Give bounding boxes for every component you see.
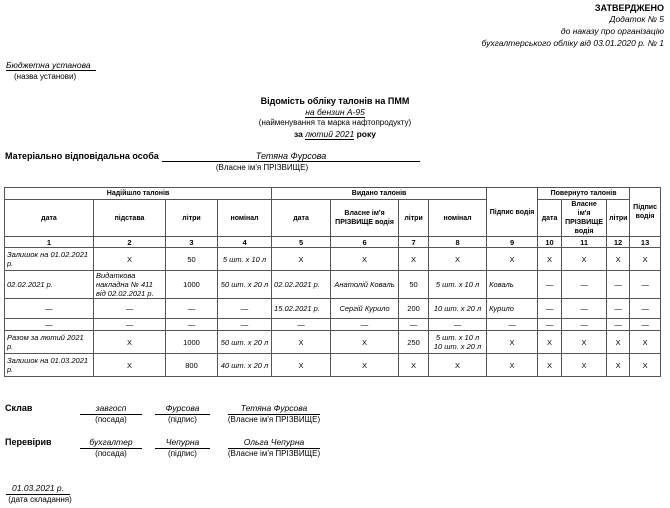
column-number: 8	[429, 237, 487, 248]
table-cell: —	[94, 299, 166, 319]
table-cell: 50 шт. х 20 л	[218, 331, 272, 354]
header-issued-liters: літри	[399, 200, 429, 237]
table-cell: —	[5, 319, 94, 331]
checked-position: бухгалтер	[80, 437, 142, 449]
table-row	[5, 271, 661, 299]
document-title: Відомість обліку талонів на ПММ	[260, 96, 410, 106]
compile-date-caption: (дата складання)	[8, 495, 72, 504]
table-cell: —	[166, 299, 218, 319]
header-returned-date: дата	[538, 200, 562, 237]
table-cell: —	[218, 299, 272, 319]
table-cell: Х	[607, 248, 630, 271]
table-cell: —	[607, 299, 630, 319]
checked-name: Ольга Чепурна	[228, 437, 320, 449]
table-cell: —	[166, 319, 218, 331]
checked-signature-caption: (підпис)	[168, 449, 197, 458]
checked-position-caption: (посада)	[95, 449, 127, 458]
header-returned-signature: Підпис водія	[630, 188, 661, 237]
column-number: 3	[166, 237, 218, 248]
compiled-signature-caption: (підпис)	[168, 415, 197, 424]
compiled-position: завгосп	[80, 403, 142, 415]
column-number: 9	[487, 237, 538, 248]
table-cell: 1000	[166, 331, 218, 354]
table-cell: Х	[429, 354, 487, 377]
header-driver-signature: Підпис водія	[487, 188, 538, 237]
column-number: 1	[5, 237, 94, 248]
table-cell: —	[218, 319, 272, 331]
institution-caption: (назва установи)	[14, 72, 77, 81]
table-cell: Х	[562, 331, 607, 354]
table-cell: 5 шт. х 10 л	[218, 248, 272, 271]
table-cell: 50 шт. х 20 л	[218, 271, 272, 299]
table-cell: Х	[630, 331, 661, 354]
table-cell: 10 шт. х 20 л	[429, 299, 487, 319]
table-cell: —	[5, 299, 94, 319]
table-cell: Х	[331, 354, 399, 377]
column-number: 12	[607, 237, 630, 248]
header-issued-date: дата	[272, 200, 331, 237]
institution-name: Бюджетна установа	[6, 60, 96, 71]
table-cell: 800	[166, 354, 218, 377]
table-row	[5, 354, 661, 377]
group-returned: Повернуто талонів	[538, 188, 630, 200]
table-cell: Х	[272, 248, 331, 271]
header-issued-nominal: номінал	[429, 200, 487, 237]
responsible-label: Матеріально відповідальна особа	[5, 151, 159, 161]
table-cell: Х	[272, 354, 331, 377]
responsible-value: Тетяна Фурсова	[162, 151, 420, 162]
column-number: 7	[399, 237, 429, 248]
table-cell: —	[630, 271, 661, 299]
responsible-caption: (Власне ім'я ПРІЗВИЩЕ)	[215, 163, 309, 172]
table-cell: 5 шт. х 10 л 10 шт. х 20 л	[429, 331, 487, 354]
table-cell: —	[538, 271, 562, 299]
table-cell: —	[562, 299, 607, 319]
compiled-label: Склав	[5, 403, 33, 413]
compile-date: 01.03.2021 р.	[6, 483, 70, 495]
approval-line-2: до наказу про організацію	[560, 26, 664, 36]
table-cell: Х	[630, 354, 661, 377]
table-cell: Х	[630, 248, 661, 271]
table-cell: Х	[429, 248, 487, 271]
table-cell: Х	[331, 331, 399, 354]
table-cell: —	[607, 271, 630, 299]
compiled-name-caption: (Власне ім'я ПРІЗВИЩЕ)	[227, 415, 321, 424]
table-cell: 02.02.2021 р.	[5, 271, 94, 299]
table-cell: Залишок на 01.03.2021 р.	[5, 354, 94, 377]
approval-title: ЗАТВЕРДЖЕНО	[594, 3, 664, 13]
group-issued: Видано талонів	[272, 188, 487, 200]
column-number: 10	[538, 237, 562, 248]
table-cell: Х	[94, 331, 166, 354]
header-received-basis: підстава	[94, 200, 166, 237]
document-period: за лютий 2021 року	[294, 129, 376, 139]
table-cell: —	[429, 319, 487, 331]
fuel-name: на бензин А-95	[305, 107, 365, 117]
table-cell: —	[562, 271, 607, 299]
table-cell: —	[94, 319, 166, 331]
table-row	[5, 319, 661, 331]
table-cell: 50	[166, 248, 218, 271]
table-cell: —	[538, 299, 562, 319]
header-issued-driver: Власне ім'я ПРІЗВИЩЕ водія	[331, 200, 399, 237]
table-cell: —	[562, 319, 607, 331]
header-received-nominal: номінал	[218, 200, 272, 237]
table-cell: Х	[562, 248, 607, 271]
table-cell: —	[630, 319, 661, 331]
approval-line-3: бухгалтерського обліку від 03.01.2020 р. № 1	[481, 38, 664, 48]
table-cell: Х	[487, 248, 538, 271]
table-cell: —	[272, 319, 331, 331]
column-numbers-row	[5, 237, 661, 248]
table-cell: Анатолій Коваль	[331, 271, 399, 299]
table-cell: 200	[399, 299, 429, 319]
table-cell: Х	[331, 248, 399, 271]
table-cell: Х	[607, 331, 630, 354]
table-cell: —	[331, 319, 399, 331]
document-subtitle	[0, 107, 670, 117]
table-cell: —	[487, 319, 538, 331]
table-cell: Коваль	[487, 271, 538, 299]
table-cell: —	[630, 299, 661, 319]
header-received-date: дата	[5, 200, 94, 237]
compiled-name: Тетяна Фурсова	[228, 403, 320, 415]
fuel-caption: (найменування та марка нафтопродукту)	[258, 118, 412, 127]
table-cell: Курило	[487, 299, 538, 319]
compiled-position-caption: (посада)	[95, 415, 127, 424]
table-cell: Х	[487, 354, 538, 377]
column-number: 5	[272, 237, 331, 248]
table-cell: Х	[607, 354, 630, 377]
table-cell: Х	[94, 248, 166, 271]
group-received: Надійшло талонів	[5, 188, 272, 200]
table-cell: Сергій Курило	[331, 299, 399, 319]
table-cell: Х	[538, 354, 562, 377]
table-row	[5, 331, 661, 354]
column-number: 13	[630, 237, 661, 248]
table-cell: 50	[399, 271, 429, 299]
column-number: 4	[218, 237, 272, 248]
table-cell: Х	[538, 248, 562, 271]
table-cell: 5 шт. х 10 л	[429, 271, 487, 299]
header-returned-driver: Власне ім'я ПРІЗВИЩЕ водія	[562, 200, 607, 237]
table-cell: 02.02.2021 р.	[272, 271, 331, 299]
table-cell: Х	[94, 354, 166, 377]
checked-name-caption: (Власне ім'я ПРІЗВИЩЕ)	[227, 449, 321, 458]
table-cell: 40 шт. х 20 л	[218, 354, 272, 377]
table-cell: Х	[538, 331, 562, 354]
table-cell: —	[399, 319, 429, 331]
header-received-liters: літри	[166, 200, 218, 237]
table-cell: —	[538, 319, 562, 331]
table-cell: Залишок на 01.02.2021 р.	[5, 248, 94, 271]
table-cell: Х	[562, 354, 607, 377]
checked-signature: Чепурна	[155, 437, 210, 449]
header-returned-liters: літри	[607, 200, 630, 237]
column-number: 11	[562, 237, 607, 248]
column-number: 6	[331, 237, 399, 248]
table-cell: —	[607, 319, 630, 331]
column-number: 2	[94, 237, 166, 248]
table-cell: Разом за лютий 2021 р.	[5, 331, 94, 354]
approval-line-1: Додаток № 5	[609, 14, 664, 24]
table-cell: Х	[272, 331, 331, 354]
compiled-signature: Фурсова	[155, 403, 210, 415]
table-row	[5, 299, 661, 319]
table-cell: Видаткова накладна № 411 від 02.02.2021 р.	[94, 271, 166, 299]
table-cell: 1000	[166, 271, 218, 299]
table-cell: Х	[399, 354, 429, 377]
table-cell: 250	[399, 331, 429, 354]
table-cell: 15.02.2021 р.	[272, 299, 331, 319]
coupon-table	[4, 187, 661, 377]
table-cell: Х	[399, 248, 429, 271]
table-cell: Х	[487, 331, 538, 354]
table-row	[5, 248, 661, 271]
checked-label: Перевірив	[5, 437, 52, 447]
